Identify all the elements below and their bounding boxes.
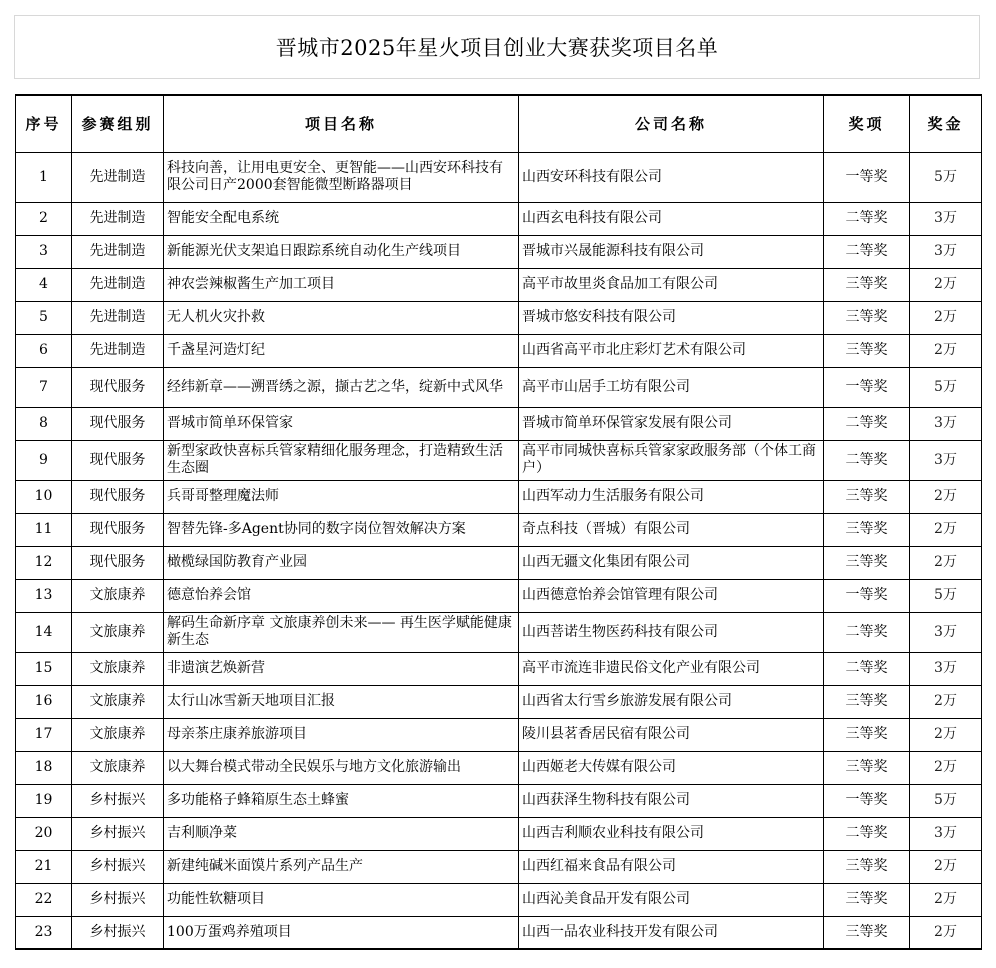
row-prize: 3万 [910, 202, 982, 235]
row-prize: 5万 [910, 579, 982, 612]
row-group: 乡村振兴 [72, 784, 164, 817]
header-num: 序号 [16, 95, 72, 152]
row-award: 三等奖 [824, 546, 910, 579]
table-row [16, 546, 982, 579]
header-prize: 奖金 [910, 95, 982, 152]
row-award: 三等奖 [824, 685, 910, 718]
table-row [16, 652, 982, 685]
row-prize: 2万 [910, 513, 982, 546]
row-award: 三等奖 [824, 480, 910, 513]
row-award: 二等奖 [824, 817, 910, 850]
row-number: 18 [16, 751, 72, 784]
table-row [16, 480, 982, 513]
row-prize: 2万 [910, 268, 982, 301]
table-row [16, 883, 982, 916]
row-number: 5 [16, 301, 72, 334]
row-project-name: 以大舞台模式带动全民娱乐与地方文化旅游输出 [164, 751, 519, 784]
row-award: 三等奖 [824, 268, 910, 301]
row-prize: 3万 [910, 440, 982, 480]
row-award: 一等奖 [824, 152, 910, 202]
table-row [16, 612, 982, 652]
row-company-name: 山西沁美食品开发有限公司 [519, 883, 824, 916]
table-row [16, 202, 982, 235]
row-project-name: 功能性软糖项目 [164, 883, 519, 916]
row-prize: 2万 [910, 850, 982, 883]
row-project-name: 解码生命新序章 文旅康养创未来—— 再生医学赋能健康新生态 [164, 612, 519, 652]
row-project-name: 太行山冰雪新天地项目汇报 [164, 685, 519, 718]
row-project-name: 无人机火灾扑救 [164, 301, 519, 334]
row-project-name: 智能安全配电系统 [164, 202, 519, 235]
row-project-name: 德意怡养会馆 [164, 579, 519, 612]
row-number: 7 [16, 367, 72, 407]
row-number: 10 [16, 480, 72, 513]
row-number: 22 [16, 883, 72, 916]
table-row [16, 235, 982, 268]
table-header-row [16, 95, 982, 152]
row-project-name: 经纬新章——溯晋绣之源，撷古艺之华，绽新中式风华 [164, 367, 519, 407]
table-row [16, 850, 982, 883]
row-project-name: 吉利顺净菜 [164, 817, 519, 850]
table-row [16, 817, 982, 850]
row-company-name: 山西玄电科技有限公司 [519, 202, 824, 235]
row-award: 二等奖 [824, 235, 910, 268]
row-company-name: 高平市同城快喜标兵管家家政服务部（个体工商户） [519, 440, 824, 480]
row-group: 先进制造 [72, 301, 164, 334]
row-group: 乡村振兴 [72, 850, 164, 883]
table-row [16, 367, 982, 407]
row-award: 二等奖 [824, 202, 910, 235]
row-prize: 5万 [910, 367, 982, 407]
row-project-name: 智替先锋-多Agent协同的数字岗位智效解决方案 [164, 513, 519, 546]
row-group: 文旅康养 [72, 685, 164, 718]
row-group: 乡村振兴 [72, 817, 164, 850]
table-row [16, 718, 982, 751]
row-company-name: 晋城市兴晟能源科技有限公司 [519, 235, 824, 268]
row-number: 4 [16, 268, 72, 301]
table-row [16, 440, 982, 480]
row-group: 文旅康养 [72, 612, 164, 652]
header-project: 项目名称 [164, 95, 519, 152]
row-group: 先进制造 [72, 202, 164, 235]
row-group: 乡村振兴 [72, 916, 164, 949]
header-award: 奖项 [824, 95, 910, 152]
row-number: 2 [16, 202, 72, 235]
row-group: 乡村振兴 [72, 883, 164, 916]
row-company-name: 高平市流连非遗民俗文化产业有限公司 [519, 652, 824, 685]
row-group: 现代服务 [72, 480, 164, 513]
row-award: 三等奖 [824, 850, 910, 883]
row-company-name: 山西一品农业科技开发有限公司 [519, 916, 824, 949]
row-number: 12 [16, 546, 72, 579]
row-company-name: 山西无疆文化集团有限公司 [519, 546, 824, 579]
document-title: 晋城市2025年星火项目创业大赛获奖项目名单 [14, 15, 980, 79]
row-prize: 2万 [910, 480, 982, 513]
row-award: 三等奖 [824, 751, 910, 784]
row-number: 20 [16, 817, 72, 850]
header-company: 公司名称 [519, 95, 824, 152]
row-prize: 5万 [910, 784, 982, 817]
header-group: 参赛组别 [72, 95, 164, 152]
row-award: 三等奖 [824, 883, 910, 916]
row-number: 3 [16, 235, 72, 268]
row-number: 14 [16, 612, 72, 652]
row-company-name: 山西德意怡养会馆管理有限公司 [519, 579, 824, 612]
row-award: 二等奖 [824, 407, 910, 440]
table-row [16, 334, 982, 367]
row-number: 16 [16, 685, 72, 718]
table-row [16, 301, 982, 334]
row-company-name: 晋城市简单环保管家发展有限公司 [519, 407, 824, 440]
row-prize: 2万 [910, 301, 982, 334]
table-row [16, 579, 982, 612]
row-number: 9 [16, 440, 72, 480]
row-number: 6 [16, 334, 72, 367]
row-project-name: 新建纯碱米面馍片系列产品生产 [164, 850, 519, 883]
row-project-name: 千盏星河造灯纪 [164, 334, 519, 367]
row-project-name: 非遗演艺焕新营 [164, 652, 519, 685]
row-group: 先进制造 [72, 235, 164, 268]
row-company-name: 山西省太行雪乡旅游发展有限公司 [519, 685, 824, 718]
table-row [16, 685, 982, 718]
row-award: 三等奖 [824, 334, 910, 367]
row-group: 文旅康养 [72, 751, 164, 784]
row-number: 11 [16, 513, 72, 546]
row-prize: 2万 [910, 546, 982, 579]
row-prize: 3万 [910, 235, 982, 268]
row-award: 三等奖 [824, 718, 910, 751]
row-company-name: 山西省高平市北庄彩灯艺术有限公司 [519, 334, 824, 367]
row-number: 17 [16, 718, 72, 751]
row-group: 现代服务 [72, 546, 164, 579]
row-company-name: 山西姬老大传媒有限公司 [519, 751, 824, 784]
row-group: 文旅康养 [72, 652, 164, 685]
table-row [16, 751, 982, 784]
row-company-name: 山西军动力生活服务有限公司 [519, 480, 824, 513]
table-row [16, 268, 982, 301]
row-project-name: 新能源光伏支架追日跟踪系统自动化生产线项目 [164, 235, 519, 268]
row-prize: 2万 [910, 685, 982, 718]
row-prize: 3万 [910, 652, 982, 685]
row-company-name: 山西菩诺生物医药科技有限公司 [519, 612, 824, 652]
row-prize: 3万 [910, 612, 982, 652]
table-row [16, 916, 982, 949]
row-award: 一等奖 [824, 784, 910, 817]
row-award: 二等奖 [824, 612, 910, 652]
row-number: 23 [16, 916, 72, 949]
row-project-name: 神农尝辣椒酱生产加工项目 [164, 268, 519, 301]
table-row [16, 407, 982, 440]
row-company-name: 山西吉利顺农业科技有限公司 [519, 817, 824, 850]
row-award: 一等奖 [824, 579, 910, 612]
row-project-name: 晋城市简单环保管家 [164, 407, 519, 440]
row-number: 19 [16, 784, 72, 817]
row-group: 现代服务 [72, 513, 164, 546]
row-group: 先进制造 [72, 268, 164, 301]
row-project-name: 新型家政快喜标兵管家精细化服务理念，打造精致生活生态圈 [164, 440, 519, 480]
row-prize: 2万 [910, 883, 982, 916]
row-company-name: 奇点科技（晋城）有限公司 [519, 513, 824, 546]
row-project-name: 科技向善，让用电更安全、更智能——山西安环科技有限公司日产2000套智能微型断路器项目 [164, 152, 519, 202]
row-award: 二等奖 [824, 440, 910, 480]
row-award: 一等奖 [824, 367, 910, 407]
row-award: 三等奖 [824, 513, 910, 546]
row-project-name: 100万蛋鸡养殖项目 [164, 916, 519, 949]
row-number: 1 [16, 152, 72, 202]
row-award: 二等奖 [824, 652, 910, 685]
row-number: 21 [16, 850, 72, 883]
row-prize: 2万 [910, 334, 982, 367]
row-award: 三等奖 [824, 916, 910, 949]
row-company-name: 高平市山居手工坊有限公司 [519, 367, 824, 407]
row-prize: 2万 [910, 751, 982, 784]
row-group: 现代服务 [72, 440, 164, 480]
row-prize: 2万 [910, 718, 982, 751]
row-group: 先进制造 [72, 152, 164, 202]
row-group: 先进制造 [72, 334, 164, 367]
row-number: 8 [16, 407, 72, 440]
row-prize: 5万 [910, 152, 982, 202]
table-row [16, 784, 982, 817]
row-award: 三等奖 [824, 301, 910, 334]
row-company-name: 山西红福来食品有限公司 [519, 850, 824, 883]
row-company-name: 陵川县茗香居民宿有限公司 [519, 718, 824, 751]
row-group: 现代服务 [72, 407, 164, 440]
row-number: 15 [16, 652, 72, 685]
row-prize: 3万 [910, 407, 982, 440]
row-group: 现代服务 [72, 367, 164, 407]
row-group: 文旅康养 [72, 579, 164, 612]
row-project-name: 多功能格子蜂箱原生态土蜂蜜 [164, 784, 519, 817]
awards-table [15, 94, 982, 950]
row-company-name: 晋城市悠安科技有限公司 [519, 301, 824, 334]
row-number: 13 [16, 579, 72, 612]
row-prize: 2万 [910, 916, 982, 949]
row-company-name: 高平市故里炎食品加工有限公司 [519, 268, 824, 301]
row-prize: 3万 [910, 817, 982, 850]
row-group: 文旅康养 [72, 718, 164, 751]
row-company-name: 山西安环科技有限公司 [519, 152, 824, 202]
table-row [16, 513, 982, 546]
row-company-name: 山西获泽生物科技有限公司 [519, 784, 824, 817]
row-project-name: 母亲茶庄康养旅游项目 [164, 718, 519, 751]
row-project-name: 兵哥哥整理魔法师 [164, 480, 519, 513]
row-project-name: 橄榄绿国防教育产业园 [164, 546, 519, 579]
table-row [16, 152, 982, 202]
